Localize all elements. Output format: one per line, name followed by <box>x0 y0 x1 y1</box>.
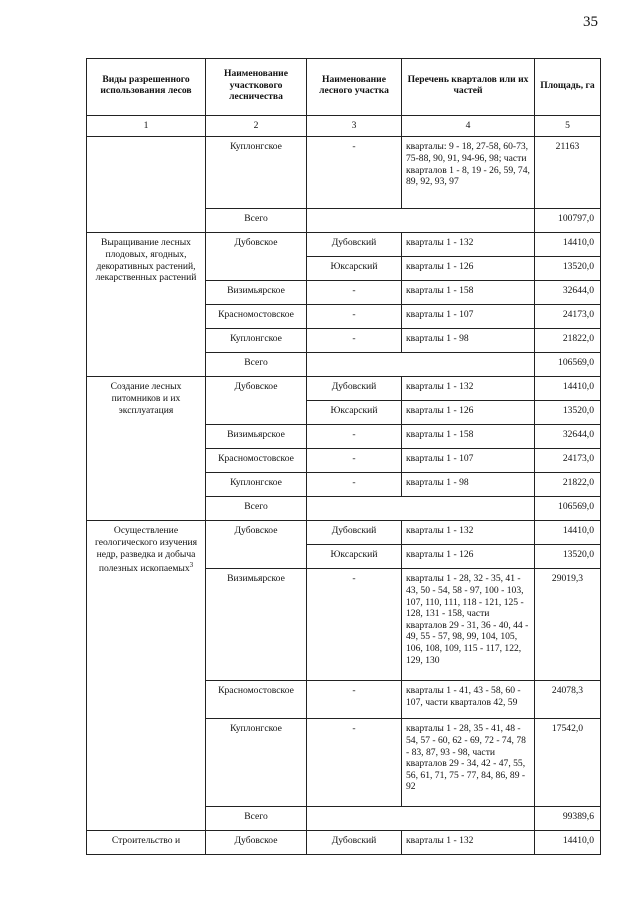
uchastok-cell: - <box>307 305 402 329</box>
kvartaly-cell: кварталы 1 - 28, 32 - 35, 41 - 43, 50 - 54, 58 - 97, 100 - 103, 107, 110, 111, 118 - 121, 125 - 128, 131 - 158, части кварталов 29 - 31, 36 - 40, 44 - 49, 55 - 57, 98, 99, 104, 105, 106, 108, 109, 115 - 117, 122, 129, 130 <box>402 569 535 681</box>
area-cell: 24173,0 <box>535 305 601 329</box>
area-cell: 14410,0 <box>535 831 601 855</box>
area-cell: 21163 <box>535 137 601 209</box>
col-number: 2 <box>206 115 307 137</box>
area-cell: 14410,0 <box>535 233 601 257</box>
lesnichestvo-cell: Дубовское <box>206 521 307 569</box>
total-area: 99389,6 <box>535 807 601 831</box>
table-row <box>87 233 601 257</box>
lesnichestvo-cell: Визимьярское <box>206 281 307 305</box>
uchastok-cell: Юксарский <box>307 401 402 425</box>
area-cell: 13520,0 <box>535 545 601 569</box>
uchastok-cell: Дубовский <box>307 233 402 257</box>
header-uchastok: Наименование лесного участка <box>307 59 402 116</box>
kvartaly-cell: кварталы 1 - 126 <box>402 257 535 281</box>
lesnichestvo-cell: Куплонгское <box>206 473 307 497</box>
uchastok-cell: Дубовский <box>307 831 402 855</box>
header-use-type: Виды разрешенного использования лесов <box>87 59 206 116</box>
uchastok-cell: Дубовский <box>307 377 402 401</box>
use-type-cell: Создание лесных питомников и их эксплуатация <box>87 377 206 521</box>
lesnichestvo-cell: Куплонгское <box>206 329 307 353</box>
area-cell: 14410,0 <box>535 377 601 401</box>
header-row <box>87 59 601 116</box>
table-row <box>87 137 601 209</box>
area-cell: 24078,3 <box>535 681 601 719</box>
kvartaly-cell: кварталы 1 - 132 <box>402 831 535 855</box>
lesnichestvo-cell: Куплонгское <box>206 137 307 209</box>
total-label: Всего <box>206 209 307 233</box>
area-cell: 21822,0 <box>535 329 601 353</box>
kvartaly-cell: кварталы 1 - 132 <box>402 521 535 545</box>
empty-cell <box>307 807 535 831</box>
page-number: 35 <box>583 14 598 30</box>
col-number: 5 <box>535 115 601 137</box>
kvartaly-cell: кварталы 1 - 132 <box>402 233 535 257</box>
kvartaly-cell: кварталы 1 - 98 <box>402 329 535 353</box>
uchastok-cell: - <box>307 449 402 473</box>
empty-cell <box>307 353 535 377</box>
table-row <box>87 831 601 855</box>
empty-cell <box>307 497 535 521</box>
empty-cell <box>307 209 535 233</box>
kvartaly-cell: кварталы 1 - 158 <box>402 425 535 449</box>
use-type-cell: Строительство и <box>87 831 206 855</box>
kvartaly-cell: кварталы 1 - 126 <box>402 401 535 425</box>
kvartaly-cell: кварталы 1 - 158 <box>402 281 535 305</box>
area-cell: 21822,0 <box>535 473 601 497</box>
table-row <box>87 521 601 545</box>
kvartaly-cell: кварталы: 9 - 18, 27-58, 60-73, 75-88, 90, 91, 94-96, 98; части кварталов 1 - 8, 19 - 26, 59, 74, 89, 92, 93, 97 <box>402 137 535 209</box>
col-number: 4 <box>402 115 535 137</box>
uchastok-cell: - <box>307 569 402 681</box>
kvartaly-cell: кварталы 1 - 132 <box>402 377 535 401</box>
uchastok-cell: Дубовский <box>307 521 402 545</box>
uchastok-cell: Юксарский <box>307 545 402 569</box>
col-number: 3 <box>307 115 402 137</box>
use-type-cell <box>87 137 206 233</box>
lesnichestvo-cell: Дубовское <box>206 831 307 855</box>
header-kvartaly: Перечень кварталов или их частей <box>402 59 535 116</box>
kvartaly-cell: кварталы 1 - 107 <box>402 449 535 473</box>
kvartaly-cell: кварталы 1 - 28, 35 - 41, 48 - 54, 57 - 60, 62 - 69, 72 - 74, 78 - 83, 87, 93 - 98, части кварталов 29 - 34, 42 - 47, 55, 56, 61, 71, 75 - 77, 84, 86, 89 - 92 <box>402 719 535 807</box>
area-cell: 14410,0 <box>535 521 601 545</box>
lesnichestvo-cell: Визимьярское <box>206 425 307 449</box>
total-area: 106569,0 <box>535 497 601 521</box>
forest-use-table <box>86 58 601 855</box>
header-lesnichestvo: Наименование участкового лесничества <box>206 59 307 116</box>
col-number: 1 <box>87 115 206 137</box>
uchastok-cell: - <box>307 425 402 449</box>
use-type-text: Осуществление геологического изучения недр, разведка и добыча полезных ископаемых <box>94 525 198 575</box>
uchastok-cell: - <box>307 681 402 719</box>
lesnichestvo-cell: Визимьярское <box>206 569 307 681</box>
total-label: Всего <box>206 497 307 521</box>
total-label: Всего <box>206 807 307 831</box>
uchastok-cell: Юксарский <box>307 257 402 281</box>
uchastok-cell: - <box>307 281 402 305</box>
lesnichestvo-cell: Дубовское <box>206 233 307 281</box>
area-cell: 29019,3 <box>535 569 601 681</box>
uchastok-cell: - <box>307 719 402 807</box>
area-cell: 32644,0 <box>535 425 601 449</box>
lesnichestvo-cell: Красномостовское <box>206 449 307 473</box>
uchastok-cell: - <box>307 137 402 209</box>
lesnichestvo-cell: Красномостовское <box>206 681 307 719</box>
total-label: Всего <box>206 353 307 377</box>
kvartaly-cell: кварталы 1 - 41, 43 - 58, 60 - 107, части кварталов 42, 59 <box>402 681 535 719</box>
lesnichestvo-cell: Дубовское <box>206 377 307 425</box>
use-type-cell: Выращивание лесных плодовых, ягодных, декоративных растений, лекарственных растений <box>87 233 206 377</box>
area-cell: 13520,0 <box>535 257 601 281</box>
area-cell: 17542,0 <box>535 719 601 807</box>
area-cell: 32644,0 <box>535 281 601 305</box>
use-type-cell <box>87 521 206 831</box>
area-cell: 24173,0 <box>535 449 601 473</box>
uchastok-cell: - <box>307 473 402 497</box>
kvartaly-cell: кварталы 1 - 107 <box>402 305 535 329</box>
area-cell: 13520,0 <box>535 401 601 425</box>
uchastok-cell: - <box>307 329 402 353</box>
column-number-row <box>87 115 601 137</box>
footnote-marker: 3 <box>189 561 194 570</box>
kvartaly-cell: кварталы 1 - 126 <box>402 545 535 569</box>
total-area: 100797,0 <box>535 209 601 233</box>
table-row <box>87 377 601 401</box>
lesnichestvo-cell: Красномостовское <box>206 305 307 329</box>
header-area: Площадь, га <box>535 59 601 116</box>
lesnichestvo-cell: Куплонгское <box>206 719 307 807</box>
total-area: 106569,0 <box>535 353 601 377</box>
kvartaly-cell: кварталы 1 - 98 <box>402 473 535 497</box>
